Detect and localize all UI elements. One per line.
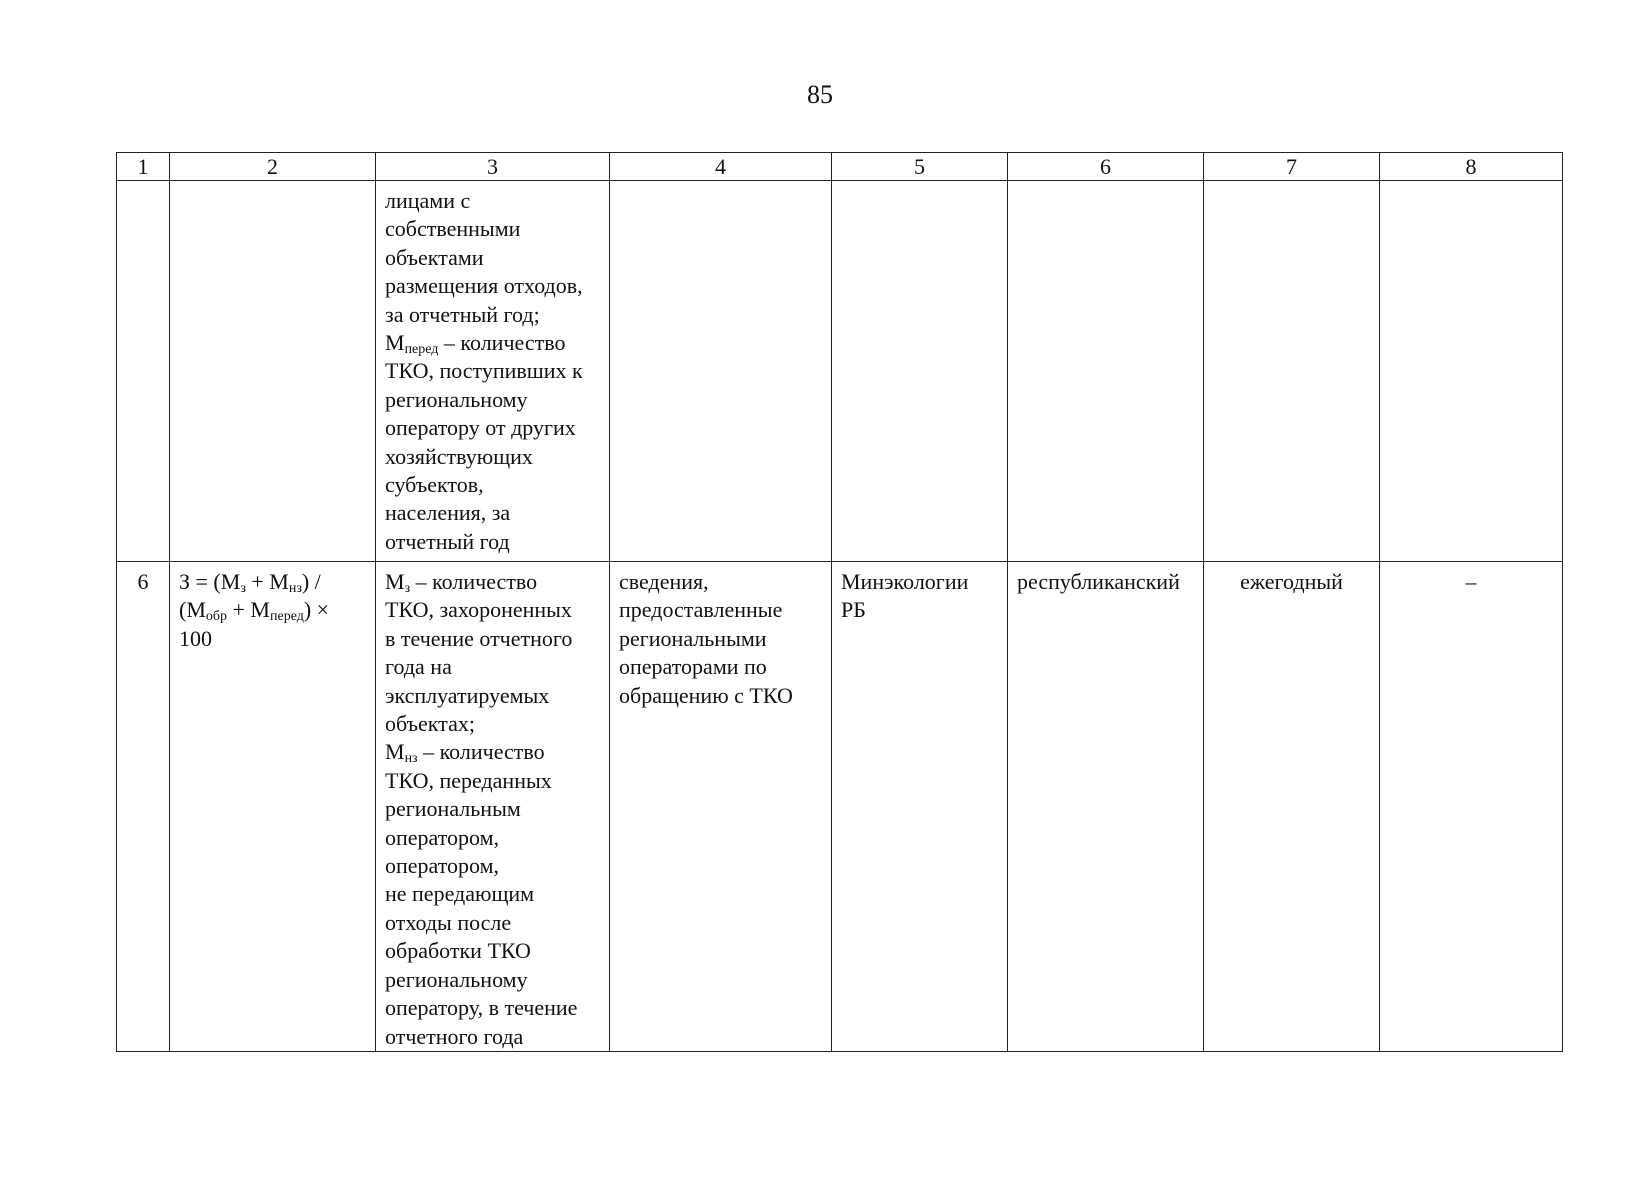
cell-number: [117, 181, 170, 562]
formula-subscript: нз: [288, 581, 302, 596]
formula-part: ) /: [301, 569, 321, 594]
description-line: ТКО, переданных: [385, 767, 552, 793]
cell-responsible: [832, 181, 1008, 562]
formula-part: З = (М: [179, 569, 241, 594]
description-line: объектами: [385, 244, 484, 270]
description-line: населения, за: [385, 500, 511, 526]
formula-subscript: перед: [269, 609, 304, 625]
description-line: не передающим: [385, 881, 535, 907]
variable-definition: [385, 568, 600, 596]
header-col-5: 5: [832, 153, 1008, 181]
variable-text: – количество: [438, 330, 566, 356]
cell-formula: [170, 181, 376, 562]
periodicity-text: ежегодный: [1240, 569, 1343, 594]
cell-description: [376, 562, 610, 1052]
level-text: республиканский: [1017, 569, 1180, 594]
row-number: 6: [137, 569, 149, 594]
variable-text: – количество: [410, 569, 538, 594]
description-line: объектах;: [385, 711, 475, 737]
description-line: оператору, в течение: [385, 995, 578, 1021]
description-line: ТКО, поступивших к: [385, 358, 583, 384]
cell-note: [1380, 181, 1563, 562]
description-line: хозяйствующих: [385, 443, 533, 469]
indicators-table: [116, 152, 1563, 1052]
header-col-7: 7: [1204, 153, 1380, 181]
formula-part: ) ×: [303, 597, 330, 623]
formula-subscript: з: [240, 581, 246, 596]
description-line: региональному: [385, 386, 528, 412]
description-line: отчетного года: [385, 1023, 524, 1049]
source-line: региональными: [619, 625, 767, 651]
cell-note: [1380, 562, 1563, 1052]
responsible-line: Минэкологии: [841, 569, 969, 594]
variable-definition: [385, 738, 600, 766]
formula: [170, 562, 375, 653]
variable-subscript: з: [404, 581, 411, 596]
cell-description: [376, 181, 610, 562]
description-line: лицами с: [385, 188, 471, 213]
description-line: оператором,: [385, 824, 500, 850]
variable-text: – количество: [417, 739, 545, 765]
cell-source: [610, 562, 832, 1052]
description-line: в течение отчетного: [385, 625, 573, 651]
formula-part: + М: [227, 597, 270, 623]
description-line: размещения отходов,: [385, 273, 583, 299]
cell-responsible: [832, 562, 1008, 1052]
variable-definition: [385, 329, 600, 357]
source-line: сведения,: [619, 569, 709, 594]
description-line: отчетный год: [385, 528, 510, 554]
table-row-continued: [117, 181, 1563, 562]
description-line: за отчетный год;: [385, 301, 540, 327]
note-text: –: [1465, 569, 1477, 594]
cell-periodicity: [1204, 562, 1380, 1052]
header-col-3: 3: [376, 153, 610, 181]
description-line: собственными: [385, 216, 521, 242]
header-col-6: 6: [1008, 153, 1204, 181]
description-line: оператору от других: [385, 415, 576, 441]
description-line: региональному: [385, 966, 528, 992]
variable-symbol: М: [385, 569, 405, 594]
formula-part: 100: [179, 625, 212, 651]
cell-number: [117, 562, 170, 1052]
description-line: обработки ТКО: [385, 938, 531, 964]
cell-source: [610, 181, 832, 562]
source-line: операторами по: [619, 654, 767, 680]
formula-part: + М: [245, 569, 289, 594]
cell-level: [1008, 181, 1204, 562]
description-line: отходы после: [385, 909, 512, 935]
header-col-8: 8: [1380, 153, 1563, 181]
table-row-6: [117, 562, 1563, 1052]
description-line: эксплуатируемых: [385, 682, 550, 708]
cell-periodicity: [1204, 181, 1380, 562]
page-number: 85: [807, 80, 833, 109]
header-col-2: 2: [170, 153, 376, 181]
description-line: оператором,: [385, 853, 500, 879]
formula-part: (М: [179, 597, 206, 623]
description-line: года на: [385, 654, 452, 680]
responsible-line: РБ: [841, 597, 866, 623]
description-line: субъектов,: [385, 472, 484, 498]
header-row: [117, 153, 1563, 181]
variable-symbol: М: [385, 330, 405, 356]
cell-level: [1008, 562, 1204, 1052]
variable-symbol: М: [385, 739, 405, 765]
formula-subscript: обр: [205, 609, 228, 625]
description-line: региональным: [385, 796, 521, 822]
variable-subscript: нз: [404, 751, 418, 767]
header-col-4: 4: [610, 153, 832, 181]
cell-formula: [170, 562, 376, 1052]
source-line: обращению с ТКО: [619, 682, 793, 708]
source-line: предоставленные: [619, 597, 783, 623]
description-line: ТКО, захороненных: [385, 597, 572, 623]
header-col-1: 1: [117, 153, 170, 181]
variable-subscript: перед: [404, 342, 439, 358]
